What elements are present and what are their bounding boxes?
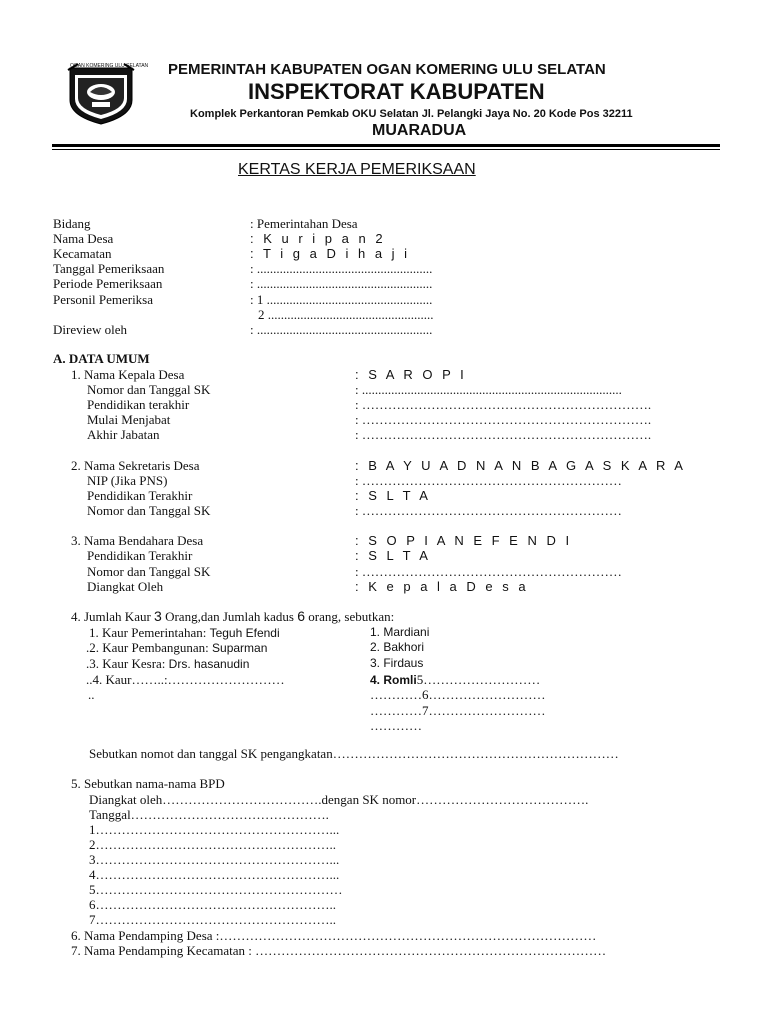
kaur-row-4-name: ……………………… [167, 672, 285, 687]
kaur-row-2-name: Suparman [212, 641, 268, 655]
kaur-row-2 [86, 640, 267, 656]
bidang-value: : Pemerintahan Desa [250, 216, 358, 231]
kepala-mulai-label: Mulai Menjabat [87, 412, 171, 427]
kaur-row-4 [86, 672, 285, 687]
bpd-row: 5………………………………………………… [89, 882, 343, 897]
bendahara-pendidikan-label: Pendidikan Terakhir [87, 548, 193, 563]
bendahara-diangkat-label: Diangkat Oleh [87, 579, 164, 594]
kaur-intro-a: 4. Jumlah Kaur [71, 609, 155, 624]
bpd-tanggal: Tanggal………………………………………. [89, 807, 329, 822]
sekretaris-pendidikan-value: : S L T A [355, 488, 431, 503]
bendahara-diangkat-value: : K e p a l a D e s a [355, 579, 529, 594]
periode-label: Periode Pemeriksaan [53, 276, 163, 291]
office-name: INSPEKTORAT KABUPATEN [248, 79, 545, 104]
letterhead-rule-thin [52, 149, 720, 150]
bpd-row: 3………………………………………………... [89, 852, 340, 867]
kaur-row-1 [89, 625, 280, 641]
bpd-row: 4………………………………………………... [89, 867, 340, 882]
kepala-pendidikan-value: : …………………………………………………………. [355, 397, 652, 412]
bpd-row: 1………………………………………………... [89, 822, 340, 837]
sekretaris-label: 2. Nama Sekretaris Desa [71, 458, 200, 473]
kadus-row-3: 3. Firdaus [370, 656, 424, 670]
kadus-row-1: 1. Mardiani [370, 625, 430, 639]
sekretaris-nip-label: NIP (Jika PNS) [87, 473, 168, 488]
bendahara-label: 3. Nama Bendahara Desa [71, 533, 204, 548]
kaur-row-1-name: Teguh Efendi [209, 626, 280, 640]
kadus-row-4 [370, 672, 540, 688]
bidang-label: Bidang [53, 216, 91, 231]
kaur-row-3-name: Drs. hasanudin [168, 657, 250, 671]
kepala-akhir-label: Akhir Jabatan [87, 427, 160, 442]
kadus-row-4-blank: 5……………………… [416, 672, 541, 687]
bpd-row: 2……………………………………………….. [89, 837, 336, 852]
tanggal-label: Tanggal Pemeriksaan [53, 261, 165, 276]
office-address: Komplek Perkantoran Pemkab OKU Selatan Jl. Pelangki Jaya No. 20 Kode Pos 32211 [190, 108, 633, 120]
personil-1: : 1 ................................................... [250, 292, 433, 307]
kaur-row-2-label: .2. Kaur Pembangunan: [86, 640, 213, 655]
kaur-row-3 [86, 656, 249, 672]
sekretaris-pendidikan-label: Pendidikan Terakhir [87, 488, 193, 503]
regency-emblem-icon [64, 62, 138, 126]
sekretaris-sk-value: : …………………………………………………… [355, 503, 622, 518]
kadus-row-8: ………… [370, 718, 422, 733]
kadus-row-7: …………7……………………… [370, 703, 546, 718]
bendahara-pendidikan-value: : S L T A [355, 548, 431, 563]
bpd-row: 6……………………………………………….. [89, 897, 336, 912]
kepala-mulai-value: : …………………………………………………………. [355, 412, 652, 427]
kepala-value: : S A R O P I [355, 367, 467, 382]
pendamping-kecamatan: 7. Nama Pendamping Kecamatan : ……………………………………………………………………… [71, 943, 607, 958]
sekretaris-value: : B A Y U A D N A N B A G A S K A R A [355, 458, 686, 473]
kaur-count: 3 [154, 608, 162, 624]
kaur-row-3-label: .3. Kaur Kesra: [86, 656, 169, 671]
bpd-diangkat: Diangkat oleh……………………………….dengan SK nomor…………………………………. [89, 792, 589, 807]
periode-value: : ...................................................... [250, 276, 433, 291]
kepala-sk-value: : ................................................................................ [355, 382, 622, 397]
kepala-label: 1. Nama Kepala Desa [71, 367, 185, 382]
pendamping-desa: 6. Nama Pendamping Desa :…………………………………………………………………………… [71, 928, 597, 943]
kaur-row-1-label: 1. Kaur Pemerintahan: [89, 625, 210, 640]
desa-value: : K u r i p a n 2 [250, 231, 386, 246]
sekretaris-nip-value: : …………………………………………………… [355, 473, 622, 488]
bendahara-sk-label: Nomor dan Tanggal SK [87, 564, 211, 579]
kaur-row-5: .. [88, 687, 95, 702]
personil-2: 2 ................................................... [258, 307, 434, 322]
sk-pengangkatan-line: Sebutkan nomot dan tanggal SK pengangkatan………………………………………………………… [89, 746, 619, 761]
city-name: MUARADUA [372, 122, 467, 139]
bendahara-value: : S O P I A N E F E N D I [355, 533, 573, 548]
kadus-row-2: 2. Bakhori [370, 640, 425, 654]
kepala-akhir-value: : …………………………………………………………. [355, 427, 652, 442]
personil-label: Personil Pemeriksa [53, 292, 154, 307]
bpd-row: 7……………………………………………….. [89, 912, 336, 927]
government-name: PEMERINTAH KABUPATEN OGAN KOMERING ULU SELATAN [168, 61, 606, 78]
kaur-intro-c: orang, sebutkan: [305, 609, 395, 624]
kaur-row-4-label: ..4. Kaur……..: [86, 672, 168, 687]
kecamatan-value: : T i g a D i h a j i [250, 246, 411, 261]
kaur-intro-b: Orang,dan Jumlah kadus [161, 609, 298, 624]
bendahara-sk-value: : …………………………………………………… [355, 564, 622, 579]
bpd-heading: 5. Sebutkan nama-nama BPD [71, 776, 225, 791]
review-value: : ...................................................... [250, 322, 433, 337]
review-label: Direview oleh [53, 322, 128, 337]
kepala-pendidikan-label: Pendidikan terakhir [87, 397, 190, 412]
kepala-sk-label: Nomor dan Tanggal SK [87, 382, 211, 397]
kecamatan-label: Kecamatan [53, 246, 112, 261]
letterhead-rule-thick [52, 144, 720, 147]
tanggal-value: : ...................................................... [250, 261, 433, 276]
kadus-row-4-name: 4. Romli [370, 673, 417, 687]
kadus-count: 6 [297, 608, 306, 624]
document-title: KERTAS KERJA PEMERIKSAAN [238, 161, 476, 178]
kaur-intro [71, 609, 394, 624]
desa-label: Nama Desa [53, 231, 114, 246]
sekretaris-sk-label: Nomor dan Tanggal SK [87, 503, 211, 518]
section-a-heading: A. DATA UMUM [53, 351, 150, 366]
kadus-row-6: …………6……………………… [370, 687, 546, 702]
emblem-caption: OGAN KOMERING ULU SELATAN [70, 63, 149, 69]
